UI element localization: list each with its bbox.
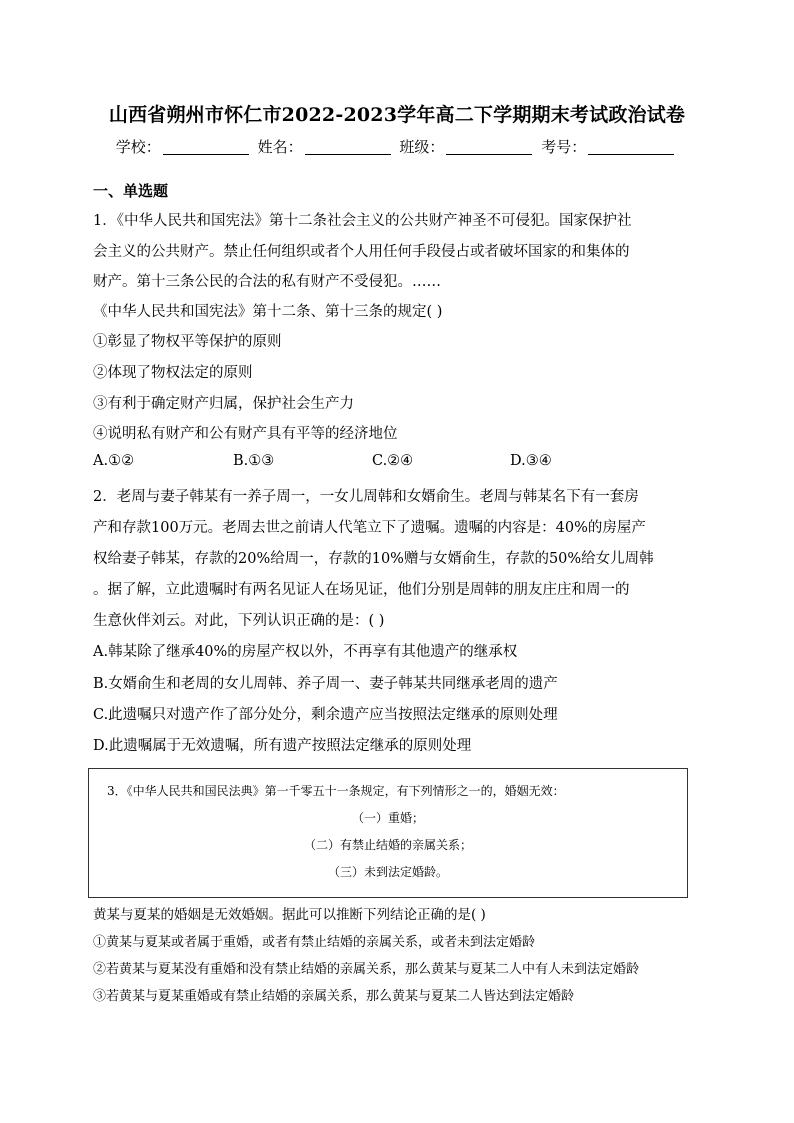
student-info-row [0, 136, 794, 157]
q2-line: 权给妻子韩某，存款的20%给周一，存款的10%赠与女婿俞生，存款的50%给女儿周韩 [93, 551, 654, 567]
q2-option-c: C.此遗嘱只对遗产作了部分处分，剩余遗产应当按照法定继承的原则处理 [93, 707, 558, 723]
q3-statement: ③若黄某与夏某重婚或有禁止结婚的亲属关系，那么黄某与夏某二人皆达到法定婚龄 [93, 989, 575, 1004]
q1-option-d: D.③④ [510, 453, 552, 469]
class-blank [446, 140, 532, 155]
q1-option-b: B.①③ [233, 453, 275, 469]
q3-statement: ①黄某与夏某或者属于重婚，或者有禁止结婚的亲属关系，或者未到法定婚龄 [93, 935, 536, 950]
q3-quote-box [88, 768, 688, 898]
q1-line: 1．《中华人民共和国宪法》第十二条社会主义的公共财产神圣不可侵犯。国家保护社 [93, 213, 632, 229]
q2-option-d: D.此遗嘱属于无效遗嘱，所有遗产按照法定继承的原则处理 [93, 738, 472, 754]
q1-statement: ④说明私有财产和公有财产具有平等的经济地位 [93, 426, 398, 442]
name-blank [305, 140, 391, 155]
q2-option-a: A.韩某除了继承40%的房屋产权以外，不再享有其他遗产的继承权 [93, 644, 518, 660]
q1-statement: ①彰显了物权平等保护的原则 [93, 334, 282, 350]
q1-statement: ②体现了物权法定的原则 [93, 365, 253, 381]
page-title: 山西省朔州市怀仁市2022-2023学年高二下学期期末考试政治试卷 [108, 104, 686, 126]
q3-quote-line: 3．《中华人民共和国民法典》第一千零五十一条规定，有下列情形之一的，婚姻无效： [107, 784, 565, 798]
q3-stem: 黄某与夏某的婚姻是无效婚姻。据此可以推断下列结论正确的是( ) [93, 907, 486, 923]
q3-statement: ②若黄某与夏某没有重婚和没有禁止结婚的亲属关系，那么黄某与夏某二人中有人未到法定婚龄 [93, 962, 640, 977]
q3-quote-line: （一）重婚； [351, 811, 424, 825]
q3-quote-line: （三）未到法定婚龄。 [327, 865, 448, 879]
school-label: 学校： [115, 138, 161, 156]
q1-stem: 《中华人民共和国宪法》第十二条、第十三条的规定( ) [93, 304, 443, 320]
q3-quote-line: （二）有禁止结婚的亲属关系； [303, 838, 472, 852]
q2-option-b: B.女婿俞生和老周的女儿周韩、养子周一、妻子韩某共同继承老周的遗产 [93, 676, 558, 692]
q1-line: 会主义的公共财产。禁止任何组织或者个人用任何手段侵占或者破坏国家的和集体的 [93, 244, 630, 260]
number-blank [588, 140, 674, 155]
q1-option-c: C.②④ [372, 453, 414, 469]
number-label: 考号： [541, 138, 587, 156]
class-label: 班级： [399, 138, 445, 156]
section-heading: 一、单选题 [93, 182, 169, 200]
q1-line: 财产。第十三条公民的合法的私有财产不受侵犯。…… [93, 274, 441, 290]
q2-line: 生意伙伴刘云。对此，下列认识正确的是：( ) [93, 613, 385, 629]
q1-statement: ③有利于确定财产归属，保护社会生产力 [93, 396, 354, 412]
q2-line: 产和存款100万元。老周去世之前请人代笔立下了遗嘱。遗嘱的内容是：40%的房屋产 [93, 520, 646, 536]
q2-line: 2．老周与妻子韩某有一养子周一，一女儿周韩和女婿俞生。老周与韩某名下有一套房 [93, 489, 639, 505]
name-label: 姓名： [257, 138, 303, 156]
q2-line: 。据了解，立此遗嘱时有两名见证人在场见证，他们分别是周韩的朋友庄庄和周一的 [93, 582, 630, 598]
school-blank [163, 140, 249, 155]
q1-option-a: A.①② [93, 453, 135, 469]
